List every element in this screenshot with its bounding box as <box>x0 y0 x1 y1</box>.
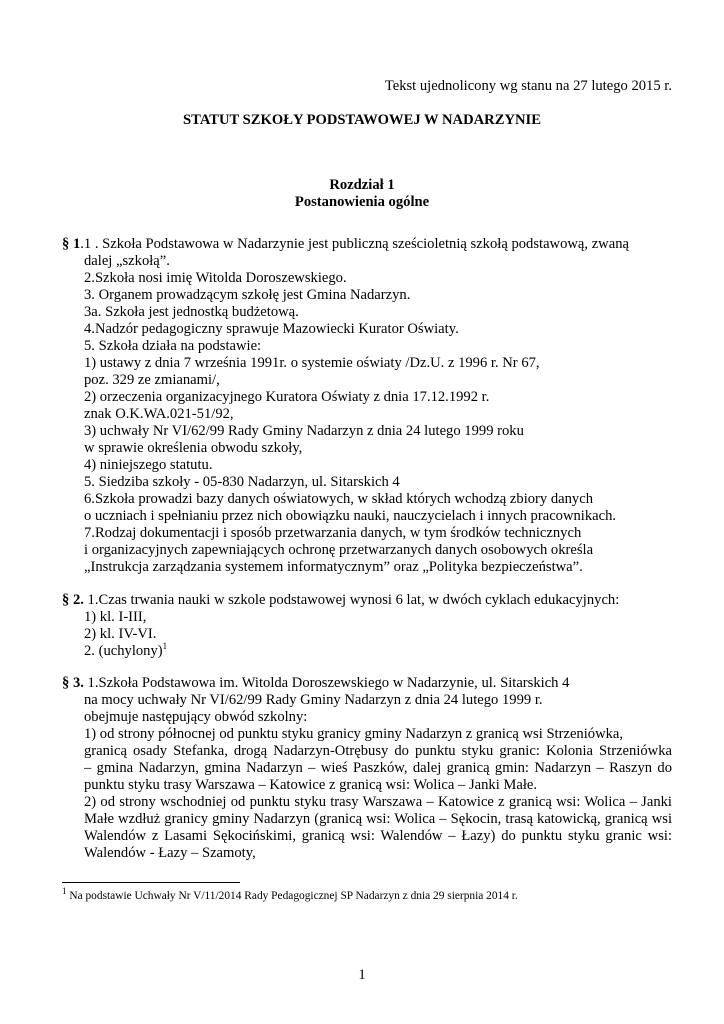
chapter-name: Postanowienia ogólne <box>294 194 430 210</box>
section-line: 2) orzeczenia organizacyjnego Kuratora Oświaty z dnia 17.12.1992 r. <box>84 389 490 405</box>
section-line: o uczniach i spełnianiu przez nich obowiązku nauki, nauczycielach i innych pracownikach. <box>84 508 617 524</box>
section-line: dalej „szkołą”. <box>84 253 170 269</box>
section-line: 2) kl. IV-VI. <box>84 626 157 642</box>
section-marker: § 2. <box>62 592 84 608</box>
section-line: obejmuje następujący obwód szkolny: <box>84 709 308 725</box>
section-line: – gmina Nadarzyn, gmina Nadarzyn – wieś Paszków, dalej granicą gmin: Nadarzyn – Raszyn do <box>84 760 672 776</box>
footnote-reference[interactable]: 1 <box>162 641 168 652</box>
section-3 <box>62 675 569 692</box>
section-line: na mocy uchwały Nr VI/62/99 Rady Gminy Nadarzyn z dnia 24 lutego 1999 r. <box>84 692 543 708</box>
section-line: punktu styku trasy Warszawa – Katowice z granicą wsi: Wolica – Janki Małe. <box>84 777 538 793</box>
status-note: Tekst ujednolicony wg stanu na 27 lutego 2015 r. <box>384 78 672 94</box>
document-title: STATUT SZKOŁY PODSTAWOWEJ W NADARZYNIE <box>183 112 541 128</box>
section-line: w sprawie określenia obwodu szkoły, <box>84 440 303 456</box>
section-line: .1 . Szkoła Podstawowa w Nadarzynie jest publiczną sześcioletnią szkołą podstawową, zwaną <box>80 236 629 252</box>
section-marker: § 1 <box>62 236 81 252</box>
section-line: znak O.K.WA.021-51/92, <box>84 406 234 422</box>
section-line: 1.Szkoła Podstawowa im. Witolda Doroszewskiego w Nadarzynie, ul. Sitarskich 4 <box>87 675 570 691</box>
section-line: 2.Szkoła nosi imię Witolda Doroszewskiego. <box>84 270 347 286</box>
section-line: 4) niniejszego statutu. <box>84 457 213 473</box>
section-line: 2. (uchylony) <box>84 643 163 659</box>
section-line: granicą osady Stefanka, drogą Nadarzyn-Otrębusy do punktu styku granic: Kolonia Strzeniówka <box>84 743 672 759</box>
section-line: 2) od strony wschodniej od punktu styku trasy Warszawa – Katowice z granicą wsi: Wolica – Janki <box>84 794 672 810</box>
section-line: Walendów z Lasami Sękocińskimi, granicą wsi: Walendów – Łazy) do punktu styku granic wsi: <box>84 828 672 844</box>
section-line: poz. 329 ze zmianami/, <box>84 372 220 388</box>
section-line: 1) od strony północnej od punktu styku granicy gminy Nadarzyn z granicą wsi Strzeniówka, <box>84 726 624 742</box>
section-line: 4.Nadzór pedagogiczny sprawuje Mazowiecki Kurator Oświaty. <box>84 321 459 337</box>
section-line: 5. Szkoła działa na podstawie: <box>84 338 262 354</box>
section-line: 6.Szkoła prowadzi bazy danych oświatowych, w skład których wchodzą zbiory danych <box>84 491 594 507</box>
section-line: 1) ustawy z dnia 7 września 1991r. o systemie oświaty /Dz.U. z 1996 r. Nr 67, <box>84 355 540 371</box>
section-line: 3. Organem prowadzącym szkołę jest Gmina Nadarzyn. <box>84 287 411 303</box>
section-line: 3a. Szkoła jest jednostką budżetową. <box>84 304 299 320</box>
section-line: Walendów - Łazy – Szamoty, <box>84 845 256 861</box>
section-2 <box>62 592 619 609</box>
page-number: 1 <box>358 967 366 983</box>
footnote-number: 1 <box>62 886 67 897</box>
section-line: 7.Rodzaj dokumentacji i sposób przetwarzania danych, w tym środków technicznych <box>84 525 582 541</box>
section-line: 5. Siedziba szkoły - 05-830 Nadarzyn, ul. Sitarskich 4 <box>84 474 400 490</box>
section-line: 1) kl. I-III, <box>84 609 147 625</box>
section-line: Małe wzdłuż granicy gminy Nadarzyn (granicą wsi: Wolica – Sękocin, trasą katowicką, granicą wsi <box>84 811 672 827</box>
footnote <box>62 886 518 903</box>
footnote-separator <box>62 882 240 883</box>
section-marker: § 3. <box>62 675 84 691</box>
chapter-number: Rozdział 1 <box>329 177 395 193</box>
section-line: 1.Czas trwania nauki w szkole podstawowej wynosi 6 lat, w dwóch cyklach edukacyjnych: <box>87 592 620 608</box>
section-line: 3) uchwały Nr VI/62/99 Rady Gminy Nadarzyn z dnia 24 lutego 1999 roku <box>84 423 524 439</box>
section-1 <box>62 236 629 253</box>
section-line: i organizacyjnych zapewniających ochronę przetwarzanych danych osobowych określa <box>84 542 594 558</box>
footnote-text: Na podstawie Uchwały Nr V/11/2014 Rady Pedagogicznej SP Nadarzyn z dnia 29 sierpnia 2014 r. <box>66 890 518 902</box>
section-line: „Instrukcja zarządzania systemem informatycznym” oraz „Polityka bezpieczeństwa”. <box>84 559 583 575</box>
section-line-with-footnote <box>84 643 167 660</box>
